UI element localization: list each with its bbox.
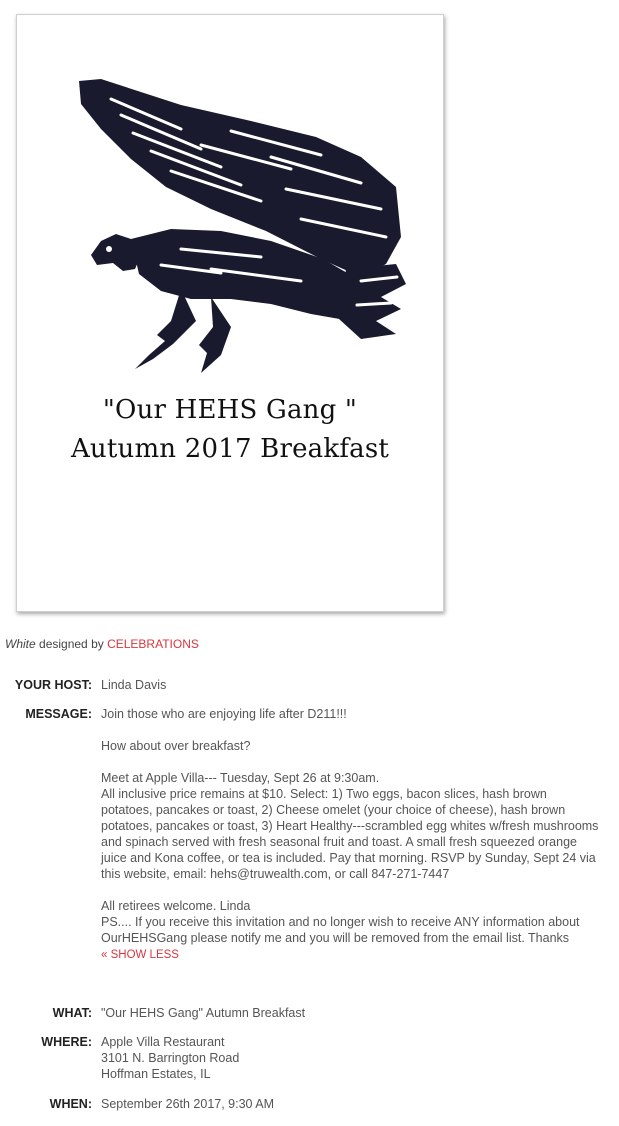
- where-value: [101, 1034, 601, 1082]
- designed-by-text: designed by: [35, 637, 108, 651]
- where-line-3: Hoffman Estates, IL: [101, 1067, 211, 1081]
- message-paragraph-3a: Meet at Apple Villa--- Tuesday, Sept 26 at 9:30am.: [101, 771, 380, 785]
- message-body: [101, 706, 601, 963]
- when-value: September 26th 2017, 9:30 AM: [101, 1097, 275, 1111]
- message-paragraph-4b: PS.... If you receive this invitation and no longer wish to receive ANY information about OurHEHSGang please notify me and you will be removed from the email list. Thanks: [101, 915, 580, 945]
- celebrations-link[interactable]: CELEBRATIONS: [107, 637, 199, 651]
- invitation-card: [16, 14, 444, 612]
- when-label: WHEN:: [49, 1097, 92, 1111]
- where-line-1: Apple Villa Restaurant: [101, 1035, 225, 1049]
- message-paragraph-2: How about over breakfast?: [101, 739, 251, 753]
- where-line-2: 3101 N. Barrington Road: [101, 1051, 240, 1065]
- host-label: YOUR HOST:: [14, 678, 92, 692]
- design-name: White: [5, 637, 36, 651]
- message-label: MESSAGE:: [25, 707, 92, 721]
- host-value: Linda Davis: [101, 678, 167, 692]
- eagle-illustration-icon: [61, 59, 406, 394]
- card-title-line1: "Our HEHS Gang ": [102, 395, 358, 425]
- message-paragraph-3b: All inclusive price remains at $10. Select: 1) Two eggs, bacon slices, hash brown potatoes, pancakes or toast, 2) Cheese omelet (your choice of cheese), hash brown potatoes, pancakes or toast, 3) Heart Healthy---scrambled egg whites w/fresh mushrooms and spinach served with fresh seasonal fruit and toast. A small fresh squeezed orange juice and Kona coffee, or tea is included. Pay that morning. RSVP by Sunday, Sept 24 via this website, email: hehs@truwealth.com, or call 847-271-7447: [101, 787, 599, 881]
- what-value: "Our HEHS Gang" Autumn Breakfast: [101, 1006, 306, 1020]
- message-paragraph-1: Join those who are enjoying life after D211!!!: [101, 707, 347, 721]
- card-title-line2: Autumn 2017 Breakfast: [70, 434, 390, 464]
- show-less-link[interactable]: « SHOW LESS: [101, 949, 179, 961]
- message-paragraph-4a: All retirees welcome. Linda: [101, 899, 251, 913]
- what-label: WHAT:: [52, 1006, 92, 1020]
- where-label: WHERE:: [41, 1035, 92, 1049]
- design-credit: [5, 637, 199, 651]
